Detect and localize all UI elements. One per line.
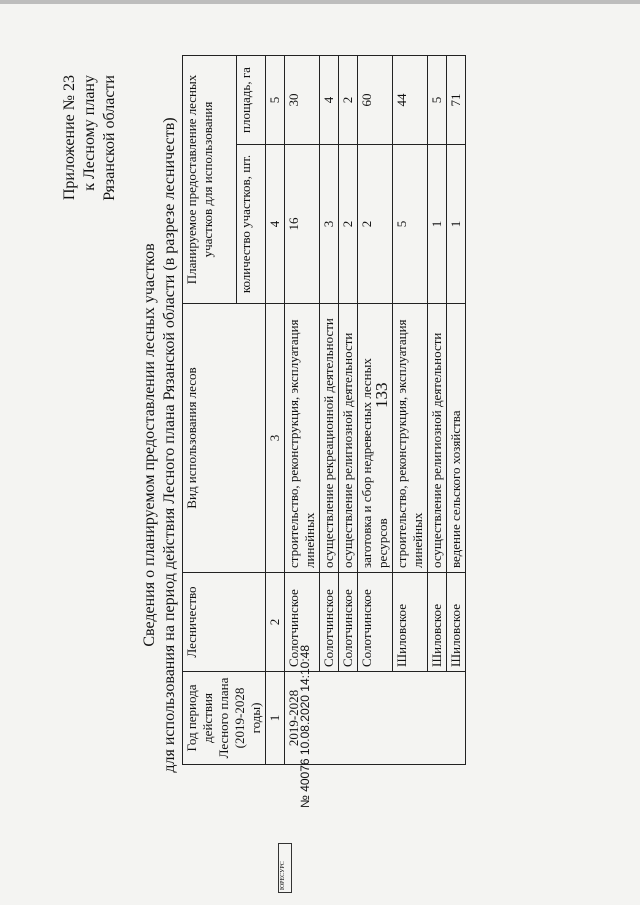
forestry-cell: Шиловское xyxy=(447,573,466,672)
page-number: 133 xyxy=(372,382,391,408)
land-plots-table xyxy=(182,55,466,765)
stamp-text: ЮРЕСУРС xyxy=(280,861,286,890)
table-row xyxy=(339,56,358,765)
appendix-line-1: Приложение № 23 xyxy=(61,75,78,201)
table-row xyxy=(447,56,466,765)
table-row xyxy=(393,56,428,765)
forestry-cell: Солотчинское xyxy=(339,573,358,672)
usage-cell: ведение сельского хозяйства xyxy=(447,304,466,573)
forestry-cell: Шиловское xyxy=(393,573,428,672)
usage-cell: осуществление рекреационной деятельности xyxy=(320,304,339,573)
column-number: 1 xyxy=(266,672,285,765)
usage-cell: заготовка и сбор недревесных лесных ресурсов xyxy=(358,304,393,573)
forestry-cell: Солотчинское xyxy=(358,573,393,672)
forestry-cell: Солотчинское xyxy=(320,573,339,672)
area-cell: 44 xyxy=(393,56,428,145)
scan-registration-mark: № 40076 10.08.2020 14:10:48 xyxy=(298,644,312,808)
area-cell: 30 xyxy=(285,56,320,145)
count-cell: 1 xyxy=(428,145,447,304)
area-cell: 60 xyxy=(358,56,393,145)
header-forestry: Лесничество xyxy=(183,573,266,672)
column-number: 4 xyxy=(266,145,285,304)
header-count: количество участков, шт. xyxy=(236,145,265,304)
count-cell: 5 xyxy=(393,145,428,304)
header-planned: Планируемое предоставление лесных участков для использования xyxy=(183,56,237,304)
appendix-header xyxy=(60,75,120,265)
count-cell: 16 xyxy=(285,145,320,304)
usage-cell: осуществление религиозной деятельности xyxy=(428,304,447,573)
table-row xyxy=(428,56,447,765)
area-cell: 71 xyxy=(447,56,466,145)
header-area: площадь, га xyxy=(236,56,265,145)
title-line-1: Сведения о планируемом предоставлении лесных участков xyxy=(141,243,158,647)
count-cell: 3 xyxy=(320,145,339,304)
appendix-line-2: к Лесному плану xyxy=(81,75,98,191)
area-cell: 2 xyxy=(339,56,358,145)
usage-cell: осуществление религиозной деятельности xyxy=(339,304,358,573)
column-number-row xyxy=(266,56,285,765)
header-period: Год периода действия Лесного плана (2019-2028 годы) xyxy=(183,672,266,765)
column-number: 5 xyxy=(266,56,285,145)
usage-cell: строительство, реконструкция, эксплуатация линейных xyxy=(393,304,428,573)
column-number: 2 xyxy=(266,573,285,672)
scan-stamp xyxy=(278,843,292,893)
table-row xyxy=(320,56,339,765)
area-cell: 5 xyxy=(428,56,447,145)
usage-cell: строительство, реконструкция, эксплуатация линейных xyxy=(285,304,320,573)
area-cell: 4 xyxy=(320,56,339,145)
title-line-2: для использования на период действия Лесного плана Рязанской области (в разрезе лесничеств) xyxy=(161,117,178,773)
table-row xyxy=(358,56,393,765)
header-usage: Вид использования лесов xyxy=(183,304,266,573)
period-cell: 2019-2028 xyxy=(285,672,466,765)
forestry-cell: Солотчинское xyxy=(285,573,320,672)
table-header-row xyxy=(183,56,237,765)
appendix-line-3: Рязанской области xyxy=(101,75,118,201)
count-cell: 2 xyxy=(358,145,393,304)
count-cell: 2 xyxy=(339,145,358,304)
count-cell: 1 xyxy=(447,145,466,304)
forestry-cell: Шиловское xyxy=(428,573,447,672)
document-title xyxy=(140,105,180,785)
column-number: 3 xyxy=(266,304,285,573)
